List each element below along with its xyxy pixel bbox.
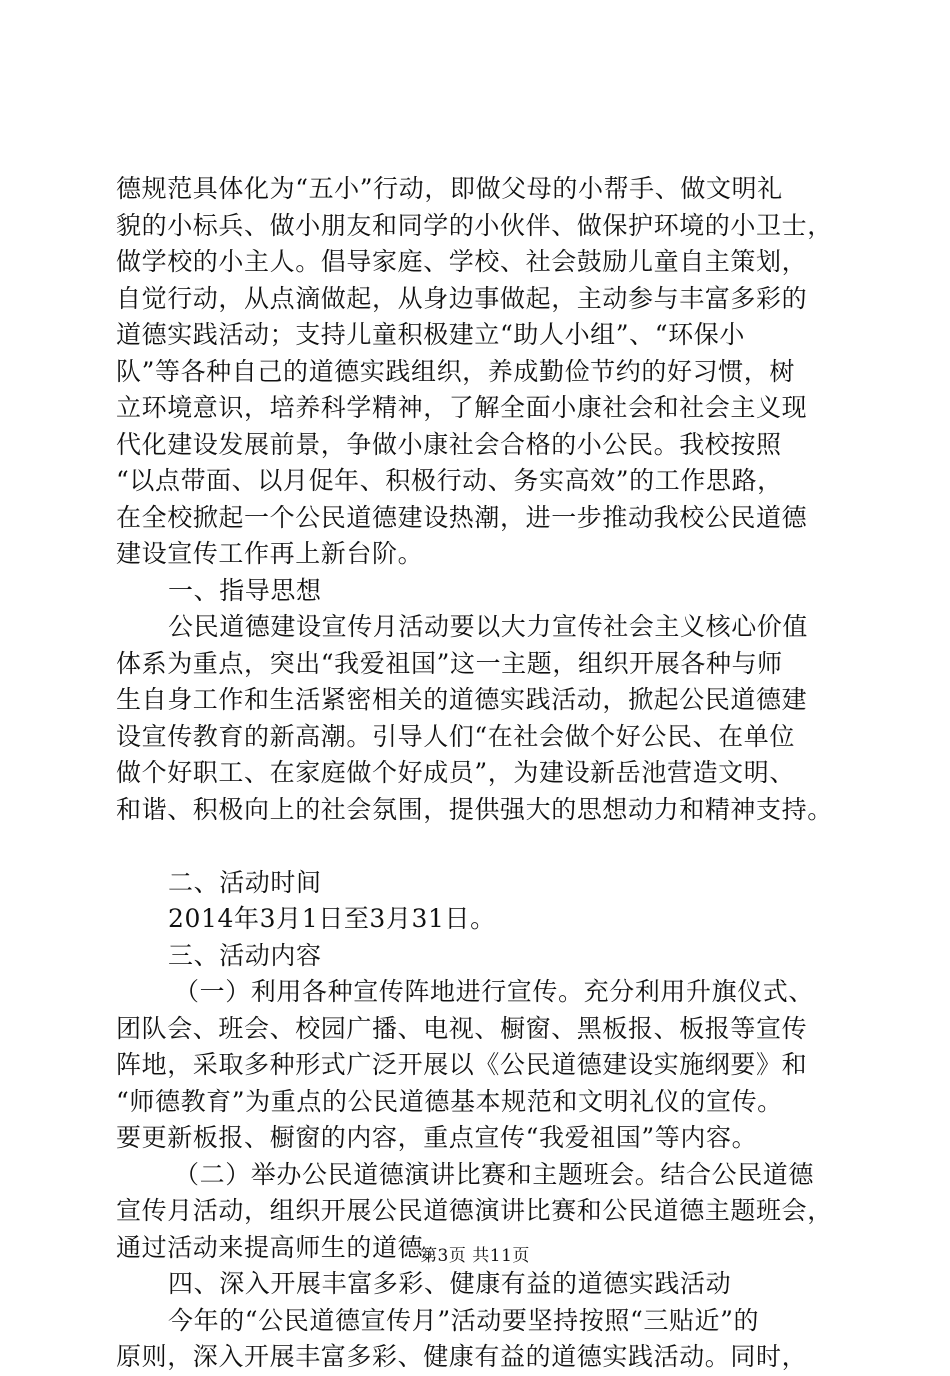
- text-line: （二）举办公民道德演讲比赛和主题班会。结合公民道德: [174, 1159, 815, 1189]
- text-line: “以点带面、以月促年、积极行动、务实高效”的工作思路，: [116, 466, 783, 495]
- text-line: （一）利用各种宣传阵地进行宣传。充分利用升旗仪式、: [174, 977, 815, 1006]
- text-line: 生自身工作和生活紧密相关的道德实践活动，掀起公民道德建: [116, 685, 808, 714]
- text-line: 和谐、积极向上的社会氛围，提供强大的思想动力和精神支持。: [116, 794, 833, 824]
- text-line: 设宣传教育的新高潮。引导人们“在社会做个好公民、在单位: [116, 721, 795, 751]
- text-line: 队”等各种自己的道德实践组织，养成勤俭节约的好习惯，树: [116, 356, 795, 386]
- section-heading-activity-time: 二、活动时间: [168, 867, 322, 897]
- page-number-footer: 第3页 共11页: [420, 1246, 530, 1266]
- section-heading-moral-practice: 四、深入开展丰富多彩、健康有益的道德实践活动: [168, 1269, 732, 1298]
- text-line: 公民道德建设宣传月活动要以大力宣传社会主义核心价值: [168, 612, 809, 641]
- text-line: 代化建设发展前景，争做小康社会合格的小公民。我校按照: [116, 429, 782, 459]
- body-text: [116, 171, 836, 1376]
- text-line: 团队会、班会、校园广播、电视、橱窗、黑板报、板报等宣传: [116, 1013, 808, 1043]
- text-line: 做个好职工、在家庭做个好成员”，为建设新岳池营造文明、: [116, 758, 795, 787]
- text-line: 自觉行动，从点滴做起，从身边事做起，主动参与丰富多彩的: [116, 283, 808, 313]
- text-line: 建设宣传工作再上新台阶。: [116, 539, 424, 568]
- text-line: 体系为重点，突出“我爱祖国”这一主题，组织开展各种与师: [116, 648, 783, 678]
- text-line: 貌的小标兵、做小朋友和同学的小伙伴、做保护环境的小卫士，: [116, 210, 833, 240]
- text-line: 2014年3月1日至3月31日。: [168, 904, 496, 933]
- text-line: 德规范具体化为“五小”行动，即做父母的小帮手、做文明礼: [116, 174, 783, 203]
- text-line: 在全校掀起一个公民道德建设热潮，进一步推动我校公民道德: [116, 502, 808, 532]
- text-line: 道德实践活动；支持儿童积极建立“助人小组”、“环保小: [116, 320, 745, 349]
- text-line: 阵地，采取多种形式广泛开展以《公民道德建设实施纲要》和: [116, 1050, 808, 1079]
- text-line: “师德教育”为重点的公民道德基本规范和文明礼仪的宣传。: [116, 1086, 783, 1116]
- text-line: 宣传月活动，组织开展公民道德演讲比赛和公民道德主题班会，: [116, 1196, 833, 1225]
- text-line: 原则，深入开展丰富多彩、健康有益的道德实践活动。同时，: [116, 1342, 808, 1371]
- paragraph-gap: [116, 828, 836, 865]
- text-line: 通过活动来提高师生的道德。: [116, 1232, 449, 1262]
- text-line: 做学校的小主人。倡导家庭、学校、社会鼓励儿童自主策划，: [116, 247, 808, 276]
- text-line: 要更新板报、橱窗的内容，重点宣传“我爱祖国”等内容。: [116, 1123, 758, 1152]
- section-heading-activity-content: 三、活动内容: [168, 940, 322, 970]
- section-heading-guiding-thought: 一、指导思想: [168, 575, 322, 605]
- text-line: 今年的“公民道德宣传月”活动要坚持按照“三贴近”的: [168, 1305, 760, 1335]
- text-line: 立环境意识，培养科学精神，了解全面小康社会和社会主义现: [116, 393, 808, 422]
